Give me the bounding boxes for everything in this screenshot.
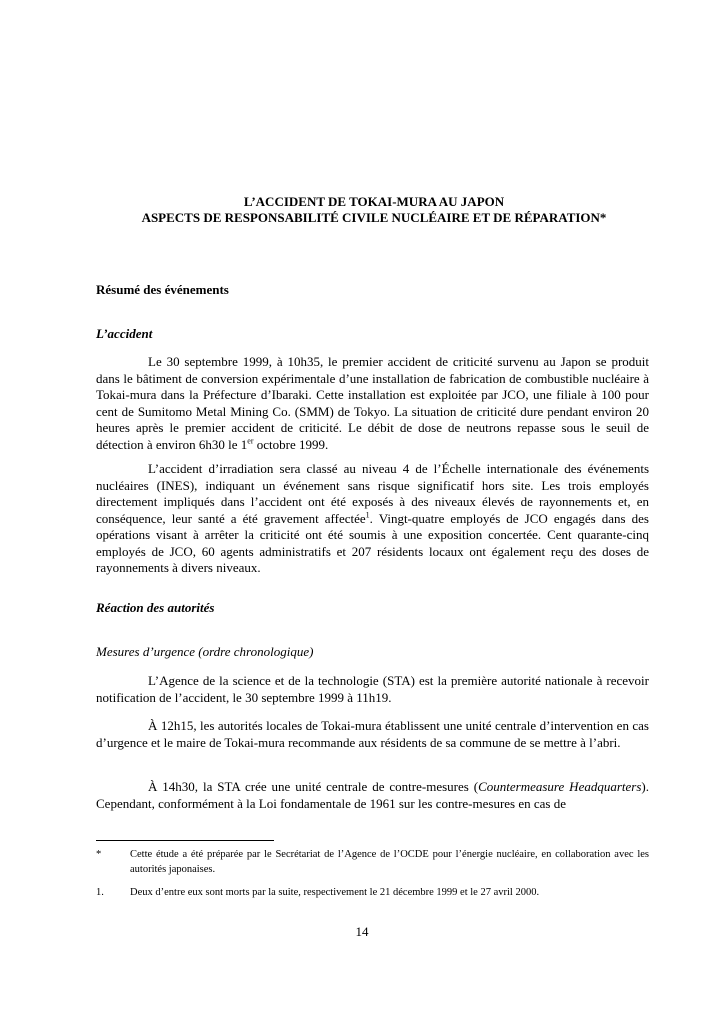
- paragraph-reaction-3-text-a: À 14h30, la STA crée une unité centrale de contre-mesures (: [148, 779, 479, 794]
- document-title-line1: L’ACCIDENT DE TOKAI-MURA AU JAPON: [243, 194, 505, 209]
- footnote-star: [96, 847, 649, 877]
- superscript-er: er: [247, 436, 254, 446]
- paragraph-accident-1: [96, 354, 649, 453]
- footnote-separator: [96, 840, 274, 841]
- paragraph-reaction-3: [96, 779, 649, 812]
- subheading-mesures-urgence: Mesures d’urgence (ordre chronologique): [96, 644, 314, 659]
- paragraph-reaction-2: À 12h15, les autorités locales de Tokai-mura établissent une unité centrale d’intervention en cas d’urgence et le maire de Tokai-mura recommande aux résidents de sa commune de se mettre à l’abri.: [96, 718, 649, 750]
- paragraph-accident-2-text-b: . Vingt-quatre employés de JCO engagés dans des opérations visant à arrêter la criticité ont été soumis à une exposition concertée. Cent quarante-cinq employés de JCO, 60 agents administratifs et 207 résidents locaux ont également reçu des doses de rayonnements à divers niveaux.: [96, 510, 649, 575]
- footnote-1-mark: 1.: [96, 887, 104, 898]
- footnote-star-mark: *: [96, 849, 102, 860]
- paragraph-reaction-3-italic: Countermeasure Headquarters: [478, 779, 642, 794]
- page-number: 14: [355, 924, 369, 939]
- paragraph-accident-2-text-a: L’accident d’irradiation sera classé au niveau 4 de l’Échelle internationale des événements nucléaires (INES), indiquant un événement sans risque significatif hors site. Les trois employés directement impliqués dans l’accident ont été exposés à des niveaux élevés de rayonnements et, en conséquence, leur santé a été gravement affectée: [96, 461, 649, 526]
- footnote-ref-1: 1: [365, 510, 370, 520]
- footnote-1: [96, 885, 649, 900]
- section-heading-resume: Résumé des événements: [96, 282, 229, 297]
- paragraph-accident-1-text: Le 30 septembre 1999, à 10h35, le premier accident de criticité survenu au Japon se produit dans le bâtiment de conversion expérimentale d’une installation de fabrication de combustible nucléaire à Tokai-mura dans la Préfecture d’Ibaraki. Cette installation est exploitée par JCO, une filiale à 100 pour cent de Sumitomo Metal Mining Co. (SMM) de Tokyo. La situation de criticité dure pendant environ 20 heures après le premier accident de criticité. Le débit de dose de neutrons repasse sous le seuil de détection à environ 6h30 le 1: [96, 354, 649, 452]
- document-title-line2: ASPECTS DE RESPONSABILITÉ CIVILE NUCLÉAIRE ET DE RÉPARATION*: [141, 210, 607, 225]
- paragraph-accident-1-end: octobre 1999.: [253, 436, 329, 452]
- paragraph-reaction-3-text-b: ). Cependant, conformément à la Loi fondamentale de 1961 sur les contre-mesures en cas de: [96, 779, 649, 811]
- footnote-1-text: Deux d’entre eux sont morts par la suite, respectivement le 21 décembre 1999 et le 27 avril 2000.: [130, 887, 540, 898]
- paragraph-accident-2: [96, 461, 649, 577]
- section-heading-reaction: Réaction des autorités: [96, 600, 215, 615]
- footnote-star-text: Cette étude a été préparée par le Secrétariat de l’Agence de l’OCDE pour l’énergie nucléaire, en collaboration avec les autorités japonaises.: [130, 849, 649, 875]
- subheading-accident: L’accident: [96, 326, 153, 341]
- paragraph-reaction-1: L’Agence de la science et de la technologie (STA) est la première autorité nationale à recevoir notification de l’accident, le 30 septembre 1999 à 11h19.: [96, 673, 649, 705]
